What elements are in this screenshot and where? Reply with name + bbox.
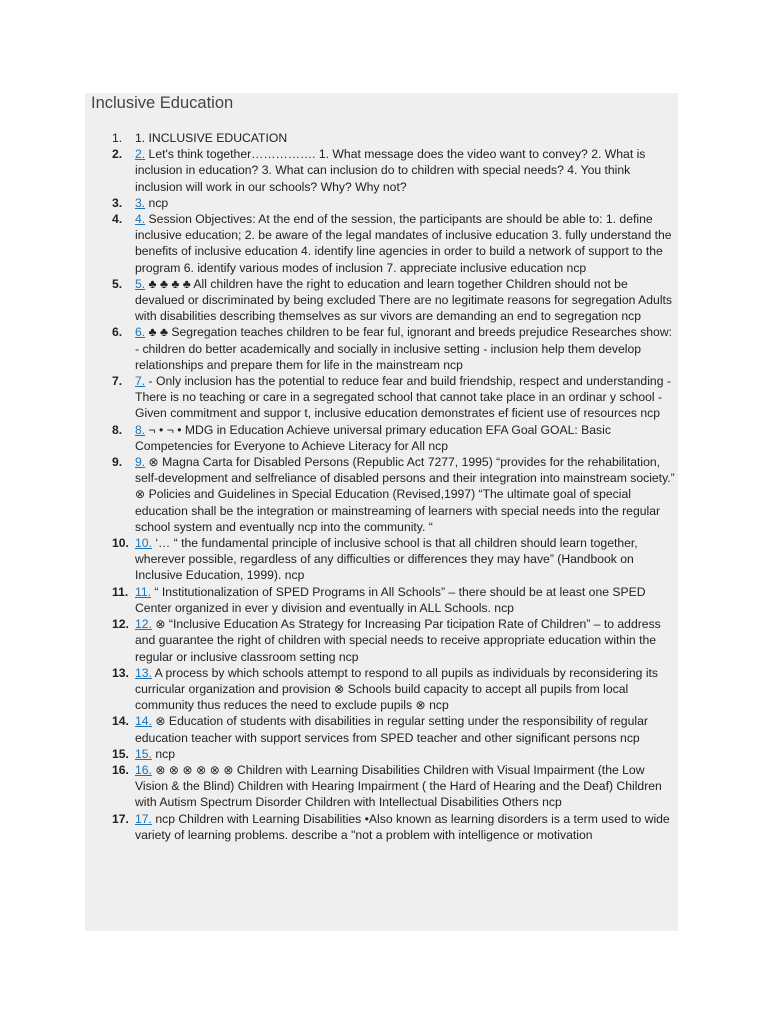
item-text: ⊗ Education of students with disabilities in regular setting under the responsibility of regular education teacher with support services from SPED teacher and other significant persons ncp (135, 714, 648, 745)
item-number: 14. (112, 714, 129, 729)
slide-link[interactable]: 17. (135, 811, 152, 826)
item-number: 10. (112, 536, 129, 551)
item-text: Let's think together……………. 1. What message does the video want to convey? 2. What is inclusion in education? 3. What can inclusion do to children with special needs? 4. You think inclusion will work in our schools? Why? Why not? (135, 147, 646, 194)
item-number: 12. (112, 617, 129, 632)
list-item (85, 535, 678, 584)
item-number: 9. (112, 455, 123, 470)
item-number: 1. (112, 131, 123, 145)
list-item (85, 762, 678, 811)
item-number: 7. (112, 374, 123, 389)
slide-link[interactable]: 8. (135, 422, 146, 437)
list-item (85, 746, 678, 762)
item-text: ncp (151, 746, 175, 761)
slide-link[interactable]: 10. (135, 536, 152, 551)
slide-link[interactable]: 15. (135, 746, 152, 761)
slide-link[interactable]: 14. (135, 714, 152, 729)
list-item (85, 454, 678, 535)
document-panel (85, 93, 678, 931)
item-number: 8. (112, 422, 123, 437)
list-item (85, 276, 678, 325)
list-item (85, 422, 678, 454)
item-text: Session Objectives: At the end of the session, the participants are should be able to: 1. define inclusive education; 2. be aware of the legal mandates of inclusive education 3. fully understand the benefits of inclusive education 4. identify line agencies in order to build a network of support to the program 6. identify various modes of inclusion 7. appreciate inclusive education ncp (135, 212, 672, 275)
list-item (85, 665, 678, 714)
slide-link[interactable]: 6. (135, 325, 146, 340)
slide-link[interactable]: 2. (135, 147, 146, 162)
item-number: 16. (112, 762, 129, 777)
item-text: ¬ • ¬ • MDG in Education Achieve universal primary education EFA Goal GOAL: Basic Competencies for Everyone to Achieve Literacy for All ncp (135, 422, 611, 453)
item-number: 11. (112, 584, 129, 599)
slide-link[interactable]: 4. (135, 212, 146, 227)
list-item (85, 616, 678, 665)
item-number: 6. (112, 325, 123, 340)
list-item (85, 373, 678, 422)
item-text: A process by which schools attempt to respond to all pupils as individuals by reconsidering its curricular organization and provision ⊗ Schools build capacity to accept all pupils from local community thus reduces the need to exclude pupils ⊗ ncp (135, 665, 659, 713)
item-text: ⊗ Magna Carta for Disabled Persons (Republic Act 7277, 1995) “provides for the rehabilitation, self-development and selfreliance of disabled persons and their integration into mainstream society.” ⊗ Policies and Guidelines in Special Education (Revised,1997) “The ultimate goal of special education shall be the integration or mainstreaming of learners with special needs into the regular school system and eventually ncp into the community. “ (135, 455, 675, 534)
list-item (85, 211, 678, 276)
item-text: ⊗ ⊗ ⊗ ⊗ ⊗ ⊗ Children with Learning Disabilities Children with Visual Impairment (the Low Vision & the Blind) Children with Hearing Impairment ( the Hard of Hearing and the Deaf) Children with Autism Spectrum Disorder Children with Intellectual Disabilities Others ncp (135, 762, 662, 810)
item-text: - Only inclusion has the potential to reduce fear and build friendship, respect and understanding - There is no teaching or care in a segregated school that cannot take place in an ordinar y school - Given commitment and suppor t, inclusive education demonstrates ef ficient use of resources ncp (135, 374, 671, 421)
list-item (85, 146, 678, 195)
list-item (85, 195, 678, 211)
item-text: ncp Children with Learning Disabilities •Also known as learning disorders is a term used to wide variety of learning problems. describe a "not a problem with intelligence or motivation (135, 811, 670, 842)
item-number: 17. (112, 811, 129, 826)
item-number: 13. (112, 665, 129, 680)
item-number: 4. (112, 212, 123, 227)
item-number: 5. (112, 276, 123, 291)
list-item (85, 811, 678, 843)
list-item (85, 713, 678, 745)
slide-link[interactable]: 9. (135, 455, 146, 470)
item-text: ncp (145, 195, 169, 210)
item-text: ⊗ “Inclusive Education As Strategy for Increasing Par ticipation Rate of Children” – to address and guarantee the right of children with special needs to receive appropriate education within the regular or inclusive classroom setting ncp (135, 617, 661, 664)
item-text: ♣ ♣ Segregation teaches children to be fear ful, ignorant and breeds prejudice Researches show: - children do better academically and socially in inclusive setting - inclusion help them develop relationships and prepare them for life in the mainstream ncp (135, 325, 673, 372)
slide-link[interactable]: 12. (135, 617, 152, 632)
slide-link[interactable]: 16. (135, 762, 152, 777)
document-title: Inclusive Education (91, 94, 234, 112)
document-list (85, 130, 678, 843)
list-item (85, 324, 678, 373)
slide-link[interactable]: 7. (135, 374, 146, 389)
slide-link[interactable]: 3. (135, 195, 146, 210)
item-number: 2. (112, 147, 123, 162)
item-text: 1. INCLUSIVE EDUCATION (135, 131, 288, 145)
slide-link[interactable]: 5. (135, 276, 146, 291)
slide-link[interactable]: 11. (135, 584, 152, 599)
list-item (85, 584, 678, 616)
item-text: ♣ ♣ ♣ ♣ All children have the right to education and learn together Children should not be devalued or discriminated by being excluded There are no legitimate reasons for segregation Adults with disabilities describing themselves as sur vivors are demanding an end to segregation ncp (135, 276, 673, 324)
slide-link[interactable]: 13. (135, 665, 152, 680)
item-text: ‘… “ the fundamental principle of inclusive school is that all children should learn together, wherever possible, regardless of any difficulties or differences they may have” (Handbook on Inclusive Education, 1999). ncp (135, 536, 638, 583)
item-number: 3. (112, 195, 123, 210)
item-text: “ Institutionalization of SPED Programs in All Schools” – there should be at least one SPED Center organized in ever y division and eventually in ALL Schools. ncp (135, 584, 646, 615)
list-item (85, 130, 678, 146)
item-number: 15. (112, 746, 129, 761)
